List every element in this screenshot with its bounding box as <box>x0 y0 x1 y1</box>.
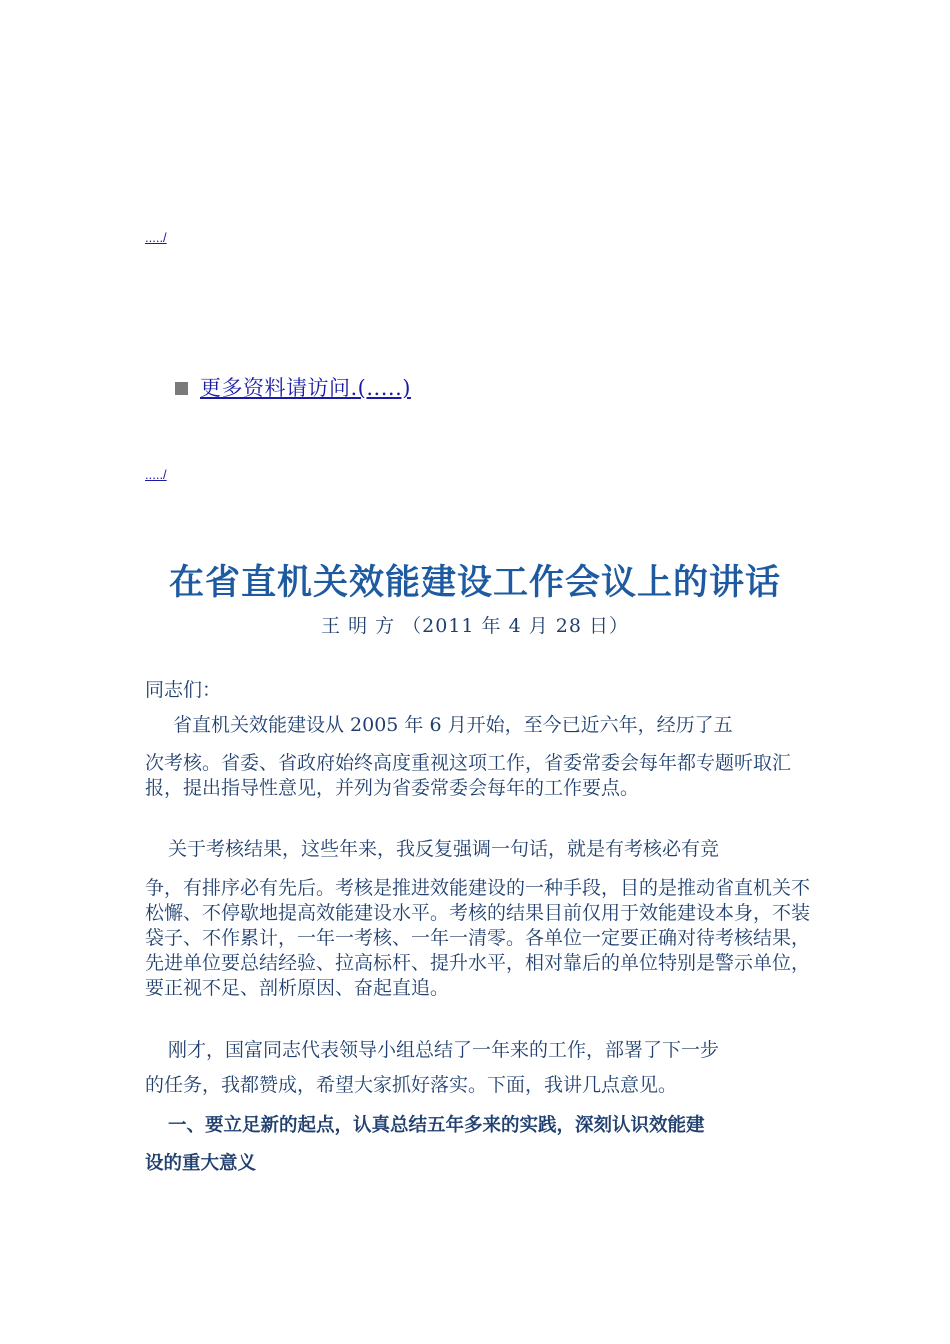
top-link[interactable]: ...../ <box>145 230 167 245</box>
paragraph-1-first-line: 省直机关效能建设从 2005 年 6 月开始，至今已近六年，经历了五 <box>173 714 733 736</box>
byline: 王 明 方 （2011 年 4 月 28 日） <box>321 615 629 637</box>
paragraph-3-first-line: 刚才，国富同志代表领导小组总结了一年来的工作，部署了下一步 <box>168 1039 720 1061</box>
second-link[interactable]: ...../ <box>145 467 167 482</box>
more-info-link[interactable]: 更多资料请访问.(.....) <box>200 376 411 400</box>
paragraph-1-body: 次考核。省委、省政府始终高度重视这项工作，省委常委会每年都专题听取汇报，提出指导性意见，并列为省委常委会每年的工作要点。 <box>145 752 792 799</box>
square-bullet-icon <box>175 382 188 395</box>
section-heading-1-line-1: 一、要立足新的起点，认真总结五年多来的实践，深刻认识效能建 <box>168 1115 705 1136</box>
more-info-row <box>175 372 411 402</box>
section-heading-1-line-2: 设的重大意义 <box>145 1153 257 1174</box>
paragraph-2-body: 争，有排序必有先后。考核是推进效能建设的一种手段，目的是推动省直机关不松懈、不停歇地提高效能建设水平。考核的结果目前仅用于效能建设本身，不装袋子、不作累计，一年一考核、一年一清零。各单位一定要正确对待考核结果，先进单位要总结经验、拉高标杆、提升水平，相对靠后的单位特别是警示单位，要正视不足、剖析原因、奋起直追。 <box>145 877 811 999</box>
document-title: 在省直机关效能建设工作会议上的讲话 <box>168 563 781 603</box>
paragraph-2-first-line: 关于考核结果，这些年来，我反复强调一句话，就是有考核必有竞 <box>168 838 720 860</box>
paragraph-3-second-line: 的任务，我都赞成，希望大家抓好落实。下面，我讲几点意见。 <box>145 1074 678 1096</box>
salutation: 同志们： <box>145 679 222 701</box>
